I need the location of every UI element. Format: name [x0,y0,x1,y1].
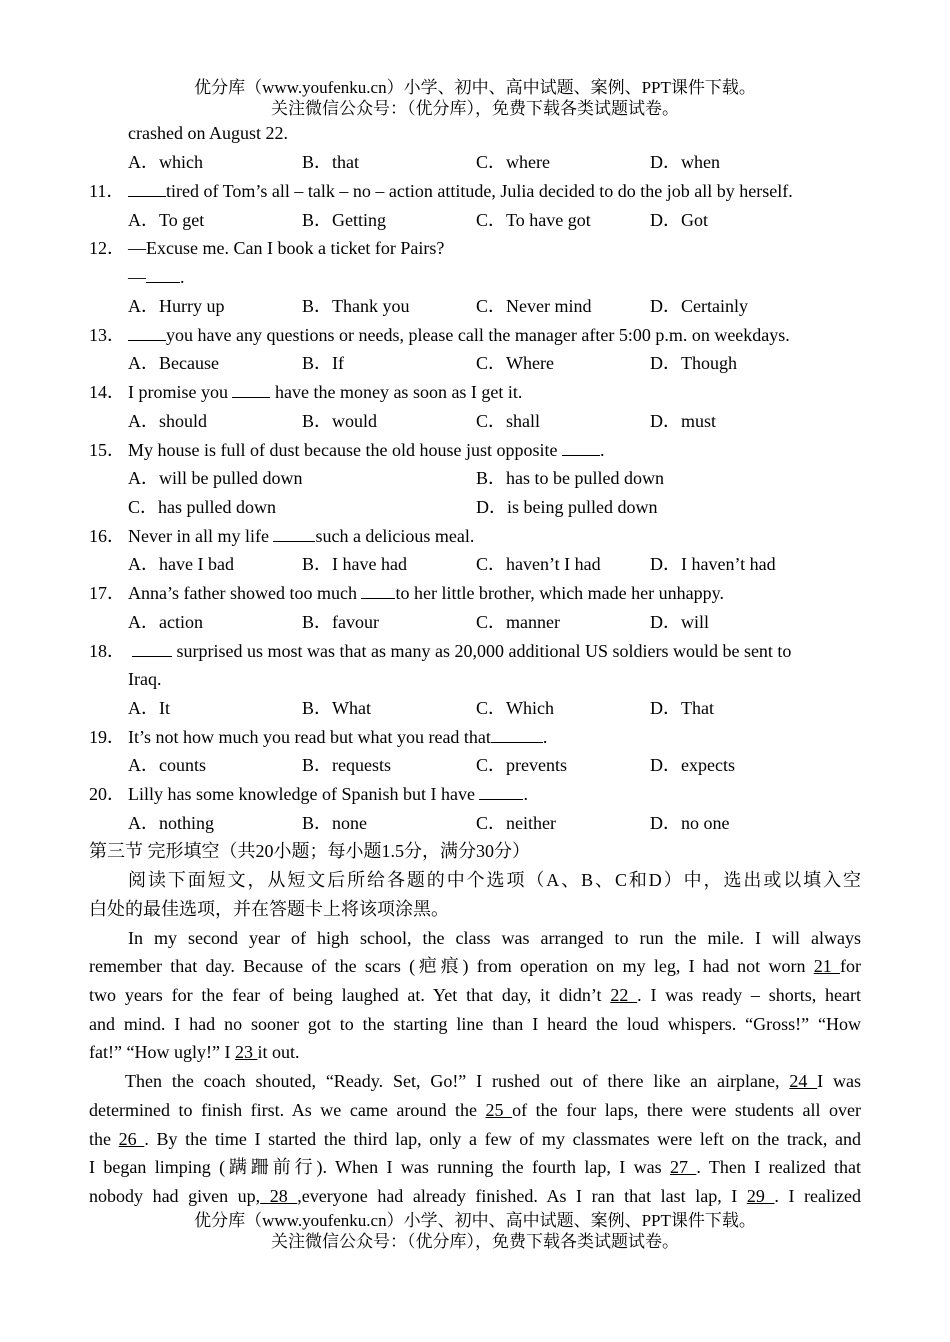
text-segment: ,everyone had already finished. As I ran that last lap, I [297,1186,747,1206]
question-18 [0,637,950,665]
stem-text: —Excuse me. Can I book a ticket for Pairs? [128,238,445,258]
passage-text [89,1153,861,1181]
text-segment: determined to finish first. As we came around the [89,1100,486,1120]
option-b[interactable]: B．would [302,411,378,431]
question-13-options [0,349,950,377]
option-d[interactable]: D．Got [650,210,708,230]
text-segment: . Then I realized that [696,1157,861,1177]
passage-line [0,1125,950,1153]
question-16 [0,522,950,550]
option-a[interactable]: A．action [128,612,203,632]
answer-blank [562,437,600,456]
option-c[interactable]: C．manner [476,612,560,632]
question-number: 14． [89,382,125,402]
text-segment: of the four laps, there were students all over [512,1100,862,1120]
text-segment: the [89,1129,119,1149]
stem-text-after: . [542,727,548,747]
text-segment: for [840,956,862,976]
question-16-options [0,550,950,578]
stem-text: you have any questions or needs, please call the manager after 5:00 p.m. on weekdays. [166,325,790,345]
passage-line [0,1038,950,1066]
passage-line [0,981,950,1009]
option-b[interactable]: B．none [302,813,367,833]
answer-blank [273,523,315,542]
option-d[interactable]: D．is being pulled down [476,497,658,517]
reply-end: . [180,267,185,287]
question-stem [128,579,724,607]
text-segment: remember that day. Because of the scars (疤痕) from operation on my leg, I had not worn [89,956,814,976]
text-segment: Then the coach shouted, “Ready. Set, Go!” I rushed out of there like an airplane, [125,1071,790,1091]
question-stem [128,723,547,751]
footer-line-1: 优分库（www.youfenku.cn）小学、初中、高中试题、案例、PPT课件下载。 [194,1211,756,1230]
question-stem [128,177,793,205]
question-number: 18． [89,641,125,661]
question-11 [0,177,950,205]
section-3-title-line [0,837,950,865]
passage-text [125,1067,861,1095]
reply-line [128,263,185,291]
option-b[interactable]: B．Getting [302,210,386,230]
stem-text: crashed on August 22. [128,123,288,143]
passage-text [89,1096,861,1124]
option-b[interactable]: B．requests [302,755,391,775]
stem-text-before: I promise you [128,382,233,402]
instruction-text: 阅读下面短文，从短文后所给各题的中个选项（A、B、C和D）中，选出或以填入空 [128,870,861,890]
option-d[interactable]: D．Though [650,353,737,373]
answer-blank [128,322,166,341]
cloze-blank-23[interactable]: 23 [234,1042,258,1062]
answer-blank [132,638,172,657]
passage-text: In my second year of high school, the class was arranged to run the mile. I will always [128,928,861,948]
cloze-blank-26[interactable]: 26 [118,1129,145,1149]
answer-blank [491,724,543,743]
header-line-1: 优分库（www.youfenku.cn）小学、初中、高中试题、案例、PPT课件下载。 [194,78,756,97]
question-15 [0,436,950,464]
text-segment: it out. [257,1042,300,1062]
passage-line [0,1153,950,1181]
question-20-options [0,809,950,837]
passage-text [89,1038,299,1066]
section-title: 第三节 完形填空（共20小题；每小题1.5分，满分30分） [89,841,530,861]
text-segment: I was [817,1071,862,1091]
option-d[interactable]: D．I haven’t had [650,554,776,574]
question-number: 13． [89,325,125,345]
question-stem [128,522,474,550]
stem-text-before: Lilly has some knowledge of Spanish but I have [128,784,480,804]
cloze-blank-25[interactable]: 25 [485,1100,513,1120]
question-11-options [0,206,950,234]
question-stem [132,637,791,665]
option-c[interactable]: C．haven’t I had [476,554,601,574]
option-a[interactable]: A．have I bad [128,554,234,574]
option-a[interactable]: A．To get [128,210,205,230]
option-a[interactable]: A．nothing [128,813,215,833]
question-number: 19． [89,727,125,747]
question-stem [128,436,604,464]
question-18-options [0,694,950,722]
passage-line [0,1182,950,1210]
answer-blank [128,178,166,197]
cloze-blank-24[interactable]: 24 [789,1071,818,1091]
question-14 [0,378,950,406]
instruction-text: 白处的最佳选项，并在答题卡上将该项涂黑。 [89,899,449,919]
option-d[interactable]: D．must [650,411,717,431]
stem-text-before: Never in all my life [128,526,274,546]
option-c[interactable]: C．shall [476,411,541,431]
question-13 [0,321,950,349]
option-c[interactable]: C．Where [476,353,554,373]
option-b[interactable]: B．has to be pulled down [476,468,664,488]
option-d[interactable]: D．expects [650,755,735,775]
passage-text [89,1125,861,1153]
passage-line [0,1096,950,1124]
header-line-2: 关注微信公众号：（优分库），免费下载各类试题试卷。 [271,99,679,118]
question-number: 15． [89,440,125,460]
cloze-blank-21[interactable]: 21 [813,956,841,976]
question-19-options [0,751,950,779]
question-number: 16． [89,526,125,546]
option-c[interactable]: C．where [476,152,550,172]
section-3-instruction-1 [0,866,950,894]
option-a[interactable]: A．Because [128,353,219,373]
stem-text-after: to her little brother, which made her unhappy. [395,583,724,603]
option-c[interactable]: C．Never mind [476,296,592,316]
stem-text-after: have the money as soon as I get it. [270,382,523,402]
stem-text: Iraq. [128,669,162,689]
text-segment: . By the time I started the third lap, only a few of my classmates were left on the track, and [144,1129,862,1149]
passage-line [0,924,950,952]
option-d[interactable]: D．will [650,612,710,632]
question-number: 11． [89,181,125,201]
question-12-options [0,292,950,320]
stem-text-after: such a delicious meal. [315,526,475,546]
passage-text: and mind. I had no sooner got to the starting line than I heard the loud whispers. “Gross!” “How [89,1014,861,1034]
option-b[interactable]: B．I have had [302,554,407,574]
option-c[interactable]: C．neither [476,813,556,833]
option-c[interactable]: C．To have got [476,210,591,230]
question-17-options [0,608,950,636]
option-d[interactable]: D．Certainly [650,296,748,316]
question-17 [0,579,950,607]
stem-text-after: . [523,784,528,804]
passage-text [89,981,861,1009]
option-b[interactable]: B．Thank you [302,296,410,316]
passage-line [0,952,950,980]
stem-text-before: It’s not how much you read but what you read that [128,727,491,747]
question-18-line-2 [0,665,950,693]
answer-blank [146,264,180,283]
option-a[interactable]: A．counts [128,755,206,775]
question-20 [0,780,950,808]
passage-line [0,1010,950,1038]
question-19 [0,723,950,751]
question-15-options-row-1 [0,464,950,492]
option-b[interactable]: B．What [302,698,371,718]
option-d[interactable]: D．That [650,698,714,718]
stem-text-before: Anna’s father showed too much [128,583,362,603]
footer-line-2: 关注微信公众号：（优分库），免费下载各类试题试卷。 [271,1232,679,1251]
question-number: 17． [89,583,125,603]
option-c[interactable]: C．has pulled down [128,497,276,517]
question-10-tail [0,119,950,147]
answer-blank [479,781,523,800]
question-number: 20． [89,784,125,804]
answer-blank [232,379,270,398]
question-stem [128,780,528,808]
question-stem [128,378,522,406]
question-10-options [0,148,950,176]
option-a[interactable]: A．which [128,152,203,172]
text-segment: . I realized [774,1186,861,1206]
option-c[interactable]: C．Which [476,698,554,718]
option-a[interactable]: A．It [128,698,170,718]
passage-line [0,1067,950,1095]
option-d[interactable]: D．no one [650,813,730,833]
cloze-blank-29[interactable]: 29 [746,1186,775,1206]
text-segment: fat!” “How ugly!” I [89,1042,235,1062]
option-a[interactable]: A．Hurry up [128,296,225,316]
option-a[interactable]: A．will be pulled down [128,468,303,488]
option-a[interactable]: A．should [128,411,208,431]
stem-text: surprised us most was that as many as 20,000 additional US soldiers would be sent to [172,641,792,661]
question-12 [0,234,950,262]
cloze-blank-22[interactable]: 22 [610,985,638,1005]
text-segment: I began limping (蹒跚前行). When I was running the fourth lap, I was [89,1157,670,1177]
question-15-options-row-2 [0,493,950,521]
option-d[interactable]: D．when [650,152,720,172]
cloze-blank-28[interactable]: 28 [260,1186,298,1206]
passage-text [89,952,861,980]
option-c[interactable]: C．prevents [476,755,567,775]
reply-dash: — [128,267,146,287]
question-number: 12． [89,238,125,258]
option-b[interactable]: B．favour [302,612,379,632]
stem-text-after: . [599,440,605,460]
stem-text: tired of Tom’s all – talk – no – action attitude, Julia decided to do the job all by herself. [166,181,793,201]
section-3-instruction-2 [0,895,950,923]
text-segment: . I was ready – shorts, heart [637,985,861,1005]
passage-text [89,1182,861,1210]
cloze-blank-27[interactable]: 27 [669,1157,697,1177]
question-stem [128,321,790,349]
question-12-reply [0,263,950,291]
text-segment: two years for the fear of being laughed at. Yet that day, it didn’t [89,985,611,1005]
stem-text-before: My house is full of dust because the old house just opposite [128,440,562,460]
option-b[interactable]: B．If [302,353,344,373]
question-14-options [0,407,950,435]
option-b[interactable]: B．that [302,152,359,172]
text-segment: nobody had given up, [89,1186,261,1206]
answer-blank [361,580,395,599]
